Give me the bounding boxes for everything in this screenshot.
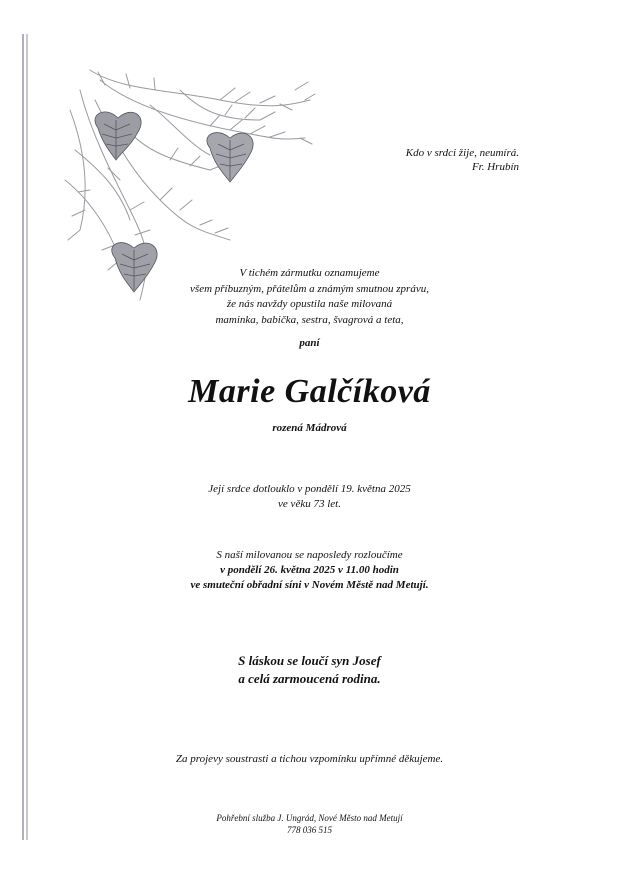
deceased-name: Marie Galčíková <box>188 373 431 410</box>
intro-line: V tichém zármutku oznamujeme <box>239 267 380 279</box>
death-age: ve věku 73 let. <box>278 498 341 510</box>
farewell-message <box>0 652 619 688</box>
announcement-intro <box>0 266 619 328</box>
motto-quote <box>406 146 519 174</box>
motto-author: Fr. Hrubín <box>471 161 519 173</box>
funeral-place: ve smuteční obřadní síni v Novém Městě nad Metují. <box>190 579 429 591</box>
maiden-name: rozená Mádrová <box>272 422 347 434</box>
death-notice <box>0 482 619 512</box>
farewell-line: a celá zarmoucená rodina. <box>238 671 381 686</box>
motto-text: Kdo v srdci žije, neumírá. <box>405 147 519 159</box>
funeral-intro: S naší milovanou se naposledy rozloučíme <box>216 549 403 561</box>
service-name: Pohřební služba J. Ungrád, Nové Město nad Metují <box>216 813 403 823</box>
intro-line: všem příbuzným, přátelům a známým smutnou zprávu, <box>190 282 429 295</box>
funeral-details <box>0 548 619 593</box>
title-prefix: paní <box>299 337 320 349</box>
funeral-service-info <box>0 812 619 836</box>
thanks-note: Za projevy soustrasti a tichou vzpomínku upřímné děkujeme. <box>175 753 444 765</box>
left-border-line <box>22 34 28 840</box>
service-phone: 778 036 515 <box>287 825 332 835</box>
farewell-line: S láskou se loučí syn Josef <box>238 653 381 668</box>
intro-line: že nás navždy opustila naše milovaná <box>226 298 393 310</box>
intro-line: maminka, babička, sestra, švagrová a teta, <box>215 313 404 326</box>
death-date: Její srdce dotlouklo v pondělí 19. května 2025 <box>208 483 411 495</box>
funeral-datetime: v pondělí 26. května 2025 v 11.00 hodin <box>220 564 399 576</box>
